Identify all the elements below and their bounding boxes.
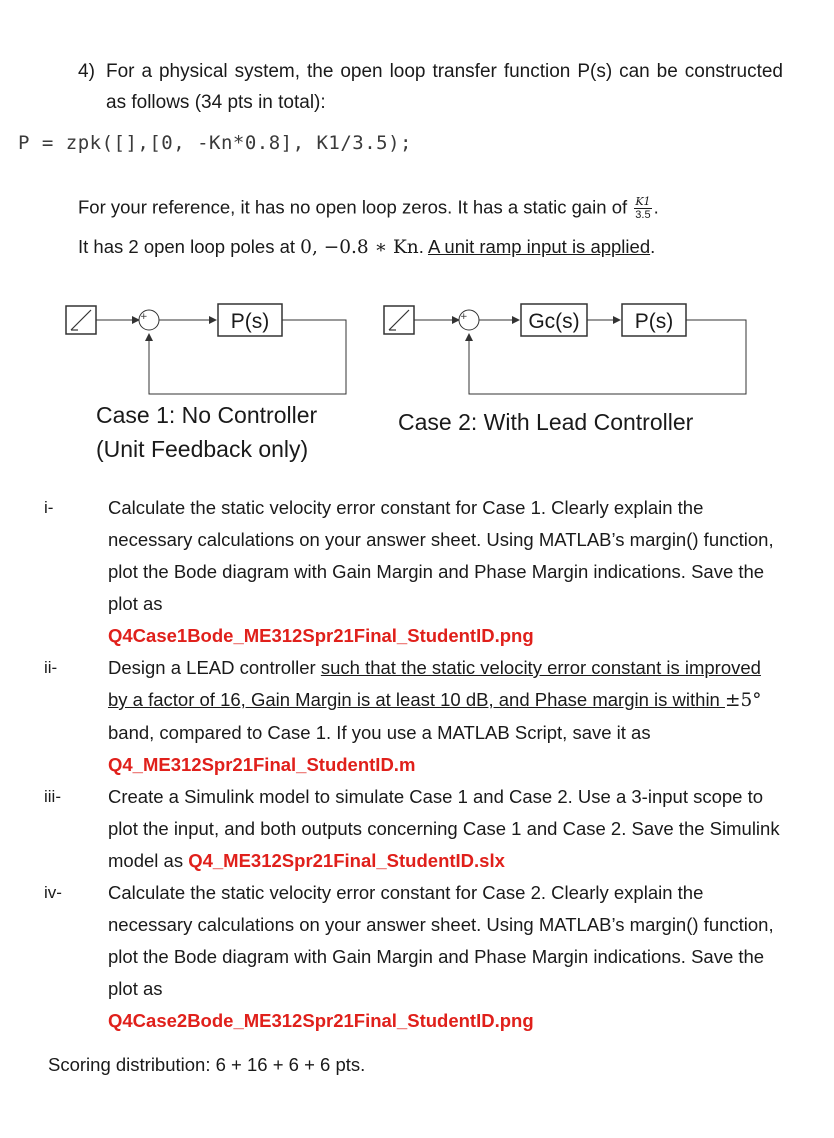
case2-controller-label: Gc(s) xyxy=(528,310,580,333)
question-header xyxy=(78,56,783,118)
static-gain-fraction xyxy=(634,196,651,221)
reference-line-1 xyxy=(78,196,659,221)
block-diagrams xyxy=(0,290,834,470)
phase-margin-band: ±5° xyxy=(725,690,762,711)
task-text: Calculate the static velocity error constant for Case 1. Clearly explain the necessary calculations on your answer sheet. Using MATLAB’s margin() function, plot the Bode diagram with Gain Margin and Phase Margin indications. Save the plot as xyxy=(108,497,774,614)
gain-denominator: 3.5 xyxy=(635,209,651,221)
case1-caption-line1: Case 1: No Controller xyxy=(96,402,318,428)
question-number: 4) xyxy=(78,61,95,82)
task-marker: iii- xyxy=(44,787,61,806)
task-text-requirements: such that the static velocity error constant is improved by a factor of 16, Gain Margin is at least 10 dB, and Phase margin is within xyxy=(108,657,761,710)
case2-ramp-source-icon xyxy=(384,306,414,334)
task-text-pre: Design a LEAD controller xyxy=(108,657,321,678)
case1-plant-label: P(s) xyxy=(230,310,270,333)
task-filename: Q4_ME312Spr21Final_StudentID.m xyxy=(108,754,416,775)
task-text: Create a Simulink model to simulate Case 1 and Case 2. Use a 3-input scope to plot the input, and both outputs concerning Case 1 and Case 2. Save the Simulink model as xyxy=(108,786,780,871)
reference-line1-period: . xyxy=(653,196,659,218)
gain-numerator: K1 xyxy=(635,195,651,208)
task-filename: Q4Case1Bode_ME312Spr21Final_StudentID.png xyxy=(108,625,534,646)
task-marker: ii- xyxy=(44,658,58,677)
case2-caption: Case 2: With Lead Controller xyxy=(398,409,694,435)
svg-text:+: + xyxy=(140,312,148,322)
task-text-post: band, compared to Case 1. If you use a MATLAB Script, save it as xyxy=(108,722,651,743)
reference-line2-mid: . xyxy=(418,236,424,257)
reference-line2-period: . xyxy=(650,236,656,257)
task-list xyxy=(44,492,784,1037)
task-marker: iv- xyxy=(44,883,62,902)
poles-math: 0, −0.8 ∗ Kn xyxy=(300,237,419,258)
svg-text:+: + xyxy=(460,312,468,322)
case2-plant-label: P(s) xyxy=(634,310,674,333)
task-filename: Q4Case2Bode_ME312Spr21Final_StudentID.png xyxy=(108,1010,534,1031)
case1-diagram xyxy=(66,304,346,462)
task-item-ii xyxy=(44,652,784,781)
case2-diagram xyxy=(384,304,746,435)
task-marker: i- xyxy=(44,498,54,517)
task-text: Calculate the static velocity error constant for Case 2. Clearly explain the necessary calculations on your answer sheet. Using MATLAB’s margin() function, plot the Bode diagram with Gain Margin and Phase Margin indications. Save the plot as xyxy=(108,882,774,999)
reference-poles-text: It has 2 open loop poles at xyxy=(78,236,296,257)
task-item-i xyxy=(44,492,784,652)
task-item-iii xyxy=(44,781,784,877)
question-intro: For a physical system, the open loop transfer function P(s) can be constructed as follows (34 pts in total): xyxy=(106,61,783,113)
scoring-distribution: Scoring distribution: 6 + 16 + 6 + 6 pts. xyxy=(48,1054,366,1075)
task-filename: Q4_ME312Spr21Final_StudentID.slx xyxy=(188,850,505,871)
task-item-iv xyxy=(44,877,784,1037)
matlab-code-line: P = zpk([],[0, -Kn*0.8], K1/3.5); xyxy=(18,132,412,154)
reference-line-2 xyxy=(78,236,655,258)
case1-ramp-source-icon xyxy=(66,306,96,334)
case1-caption-line2: (Unit Feedback only) xyxy=(96,436,309,462)
unit-ramp-statement: A unit ramp input is applied xyxy=(427,236,651,257)
reference-gain-text: For your reference, it has no open loop zeros. It has a static gain of xyxy=(78,196,628,218)
